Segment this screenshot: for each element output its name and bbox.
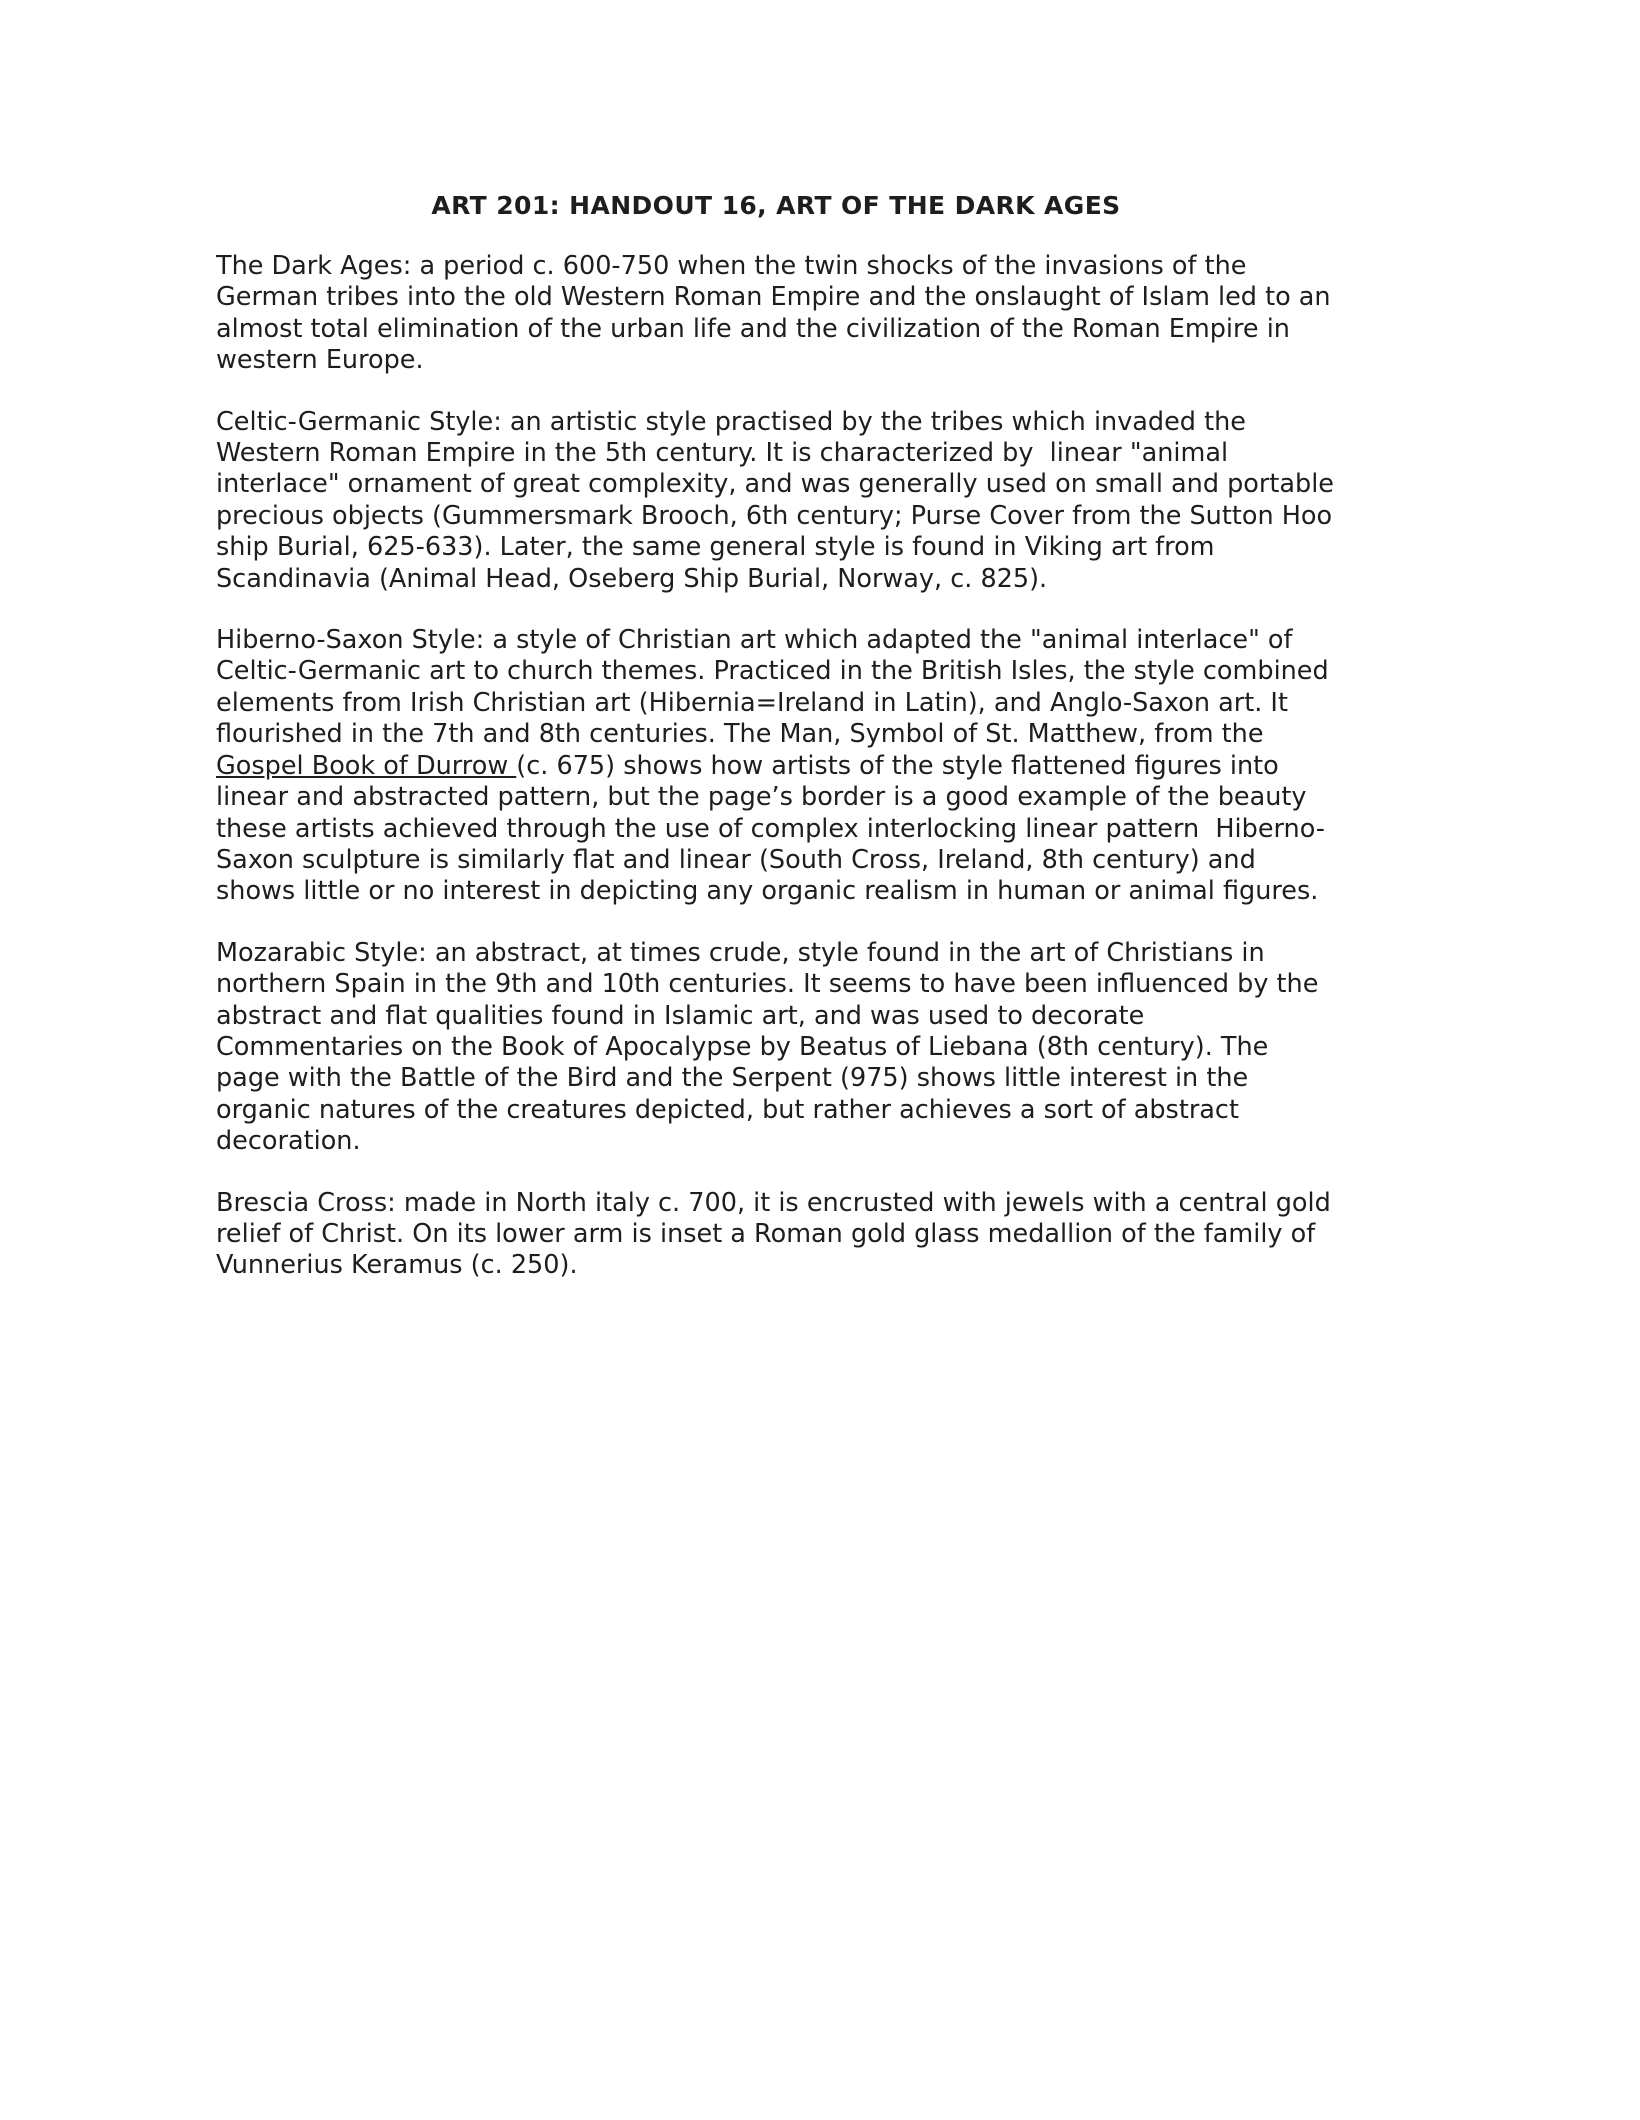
paragraph-mozarabic: Mozarabic Style: an abstract, at times crude, style found in the art of Christians in northern Spain in the 9th and 10th centuries. It seems to have been influenced by the abstract and flat qualities found in Islamic art, and was used to decorate Commentaries on the Book of Apocalypse by Beatus of Liebana (8th century). The page with the Battle of the Bird and the Serpent (975) shows little interest in the organic natures of the creatures depicted, but rather achieves a sort of abstract decoration.: [216, 937, 1327, 1157]
paragraph-celtic-germanic: Celtic-Germanic Style: an artistic style practised by the tribes which invaded the Western Roman Empire in the 5th century. It is characterized by linear "animal interlace" ornament of great complexity, and was generally used on small and portable precious objects (Gummersmark Brooch, 6th century; Purse Cover from the Sutton Hoo ship Burial, 625-633). Later, the same general style is found in Viking art from Scandinavia (Animal Head, Oseberg Ship Burial, Norway, c. 825).: [216, 406, 1343, 594]
book-title-durrow: Gospel Book of Durrow: [216, 750, 517, 781]
document-title: ART 201: HANDOUT 16, ART OF THE DARK AGES: [431, 191, 1121, 220]
document-page: [216, 190, 1343, 1312]
paragraph-dark-ages: The Dark Ages: a period c. 600-750 when the twin shocks of the invasions of the German tribes into the old Western Roman Empire and the onslaught of Islam led to an almost total elimination of the urban life and the civilization of the Roman Empire in western Europe.: [216, 251, 1339, 376]
paragraph-brescia-cross: Brescia Cross: made in North italy c. 700, it is encrusted with jewels with a central gold relief of Christ. On its lower arm is inset a Roman gold glass medallion of the family of Vunnerius Keramus (c. 250).: [216, 1187, 1339, 1281]
paragraph-hiberno-saxon-text-before: Hiberno-Saxon Style: a style of Christian art which adapted the "animal interlace" of Celtic-Germanic art to church themes. Practiced in the British Isles, the style combined elements from Irish Christian art (Hibernia=Ireland in Latin), and Anglo-Saxon art. It flourished in the 7th and 8th centuries. The Man, Symbol of St. Matthew, from the: [216, 625, 1337, 750]
paragraph-hiberno-saxon-text-after: (c. 675) shows how artists of the style flattened figures into linear and abstracted pattern, but the page’s border is a good example of the beauty these artists achieved through the use of complex interlocking linear pattern Hiberno-Saxon sculpture is similarly flat and linear (South Cross, Ireland, 8th century) and shows little or no interest in depicting any organic realism in human or animal figures.: [216, 750, 1325, 907]
paragraph-hiberno-saxon: [216, 625, 1336, 908]
